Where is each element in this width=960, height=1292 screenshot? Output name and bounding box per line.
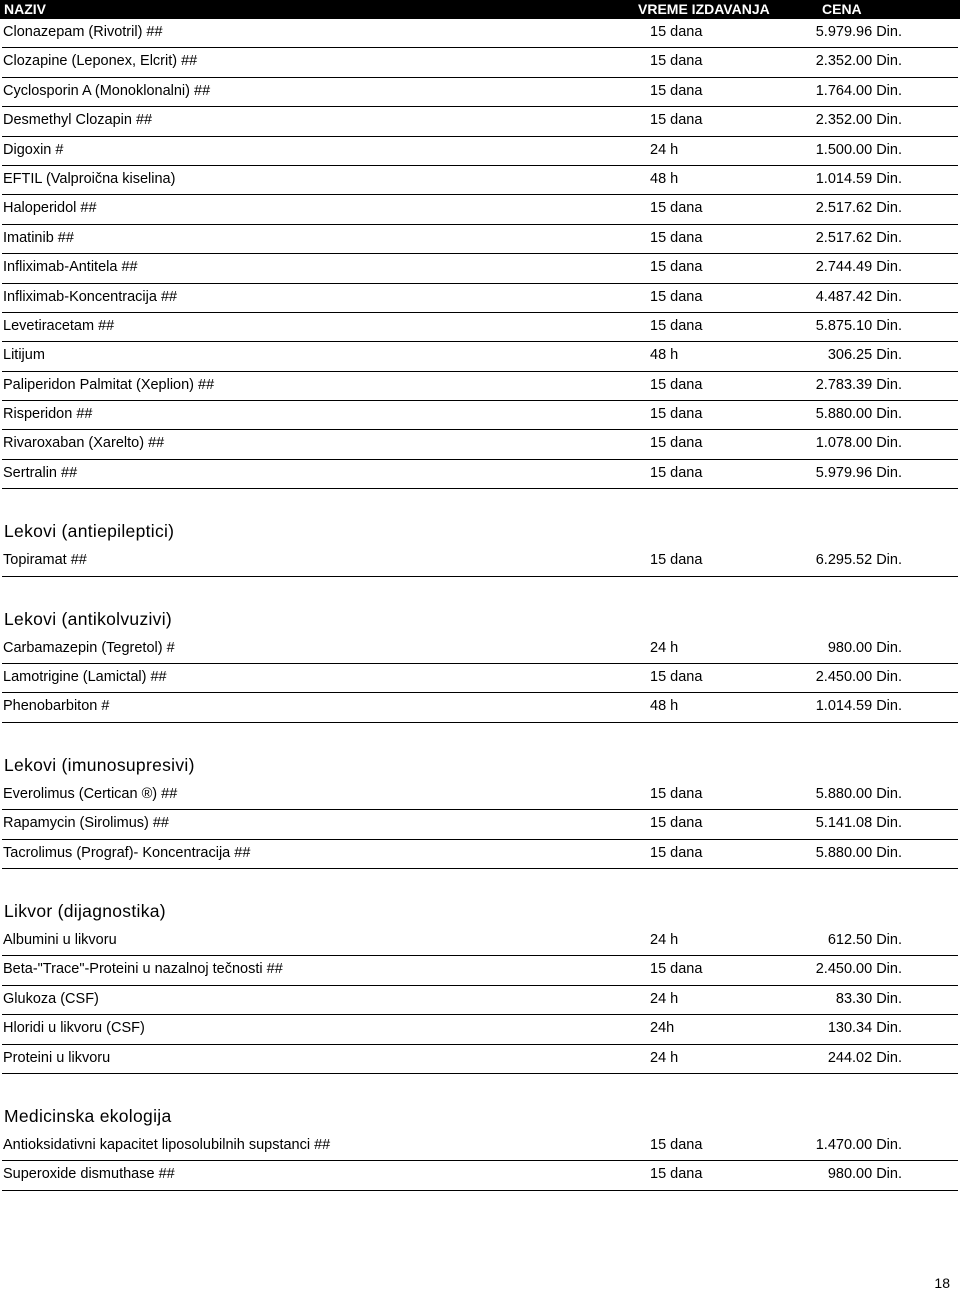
row-time: 24 h	[650, 141, 679, 158]
row-time: 48 h	[650, 170, 679, 187]
row-time: 15 dana	[650, 200, 703, 217]
row-name: Imatinib ##	[3, 229, 74, 246]
table-row	[0, 986, 960, 1015]
table-row	[0, 254, 960, 283]
table-row	[0, 430, 960, 459]
table-row	[0, 664, 960, 693]
row-price: 5.979.96 Din.	[815, 464, 902, 481]
table-row	[0, 19, 960, 48]
row-time: 48 h	[650, 347, 679, 364]
section-title	[0, 489, 960, 547]
row-time: 15 dana	[650, 288, 703, 305]
row-name: Phenobarbiton #	[3, 698, 110, 715]
row-name: Cyclosporin A (Monoklonalni) ##	[3, 82, 211, 99]
row-name: Proteini u likvoru	[3, 1049, 111, 1066]
row-time: 15 dana	[650, 552, 703, 569]
section-title	[0, 577, 960, 635]
row-price: 5.979.96 Din.	[815, 24, 902, 40]
row-time: 24h	[650, 1020, 675, 1037]
row-time: 15 dana	[650, 259, 703, 276]
table-row	[0, 284, 960, 313]
row-time: 15 dana	[650, 406, 703, 423]
row-price: 83.30 Din.	[835, 990, 902, 1007]
section-title	[0, 869, 960, 927]
section-title-text: Lekovi (antiepileptici)	[4, 521, 175, 542]
table-row	[0, 1161, 960, 1190]
row-name: Beta-"Trace"-Proteini u nazalnoj tečnosti ##	[3, 961, 283, 978]
row-price: 980.00 Din.	[827, 1166, 902, 1183]
row-time: 24 h	[650, 931, 679, 948]
table-row	[0, 48, 960, 77]
table-row	[0, 547, 960, 576]
row-time: 15 dana	[650, 82, 703, 99]
table-row	[0, 107, 960, 136]
row-time: 15 dana	[650, 785, 703, 802]
table-row	[0, 195, 960, 224]
row-time: 15 dana	[650, 961, 703, 978]
row-price: 5.141.08 Din.	[815, 815, 902, 832]
table-row	[0, 927, 960, 956]
header-time: VREME IZDAVANJA	[638, 1, 770, 17]
row-time: 24 h	[650, 639, 679, 656]
row-price: 2.450.00 Din.	[815, 961, 902, 978]
section-title-text: Lekovi (imunosupresivi)	[4, 754, 195, 775]
row-price: 244.02 Din.	[827, 1049, 902, 1066]
header-price: CENA	[822, 1, 862, 17]
table-row	[0, 372, 960, 401]
row-price: 1.014.59 Din.	[815, 698, 902, 715]
row-time: 15 dana	[650, 815, 703, 832]
row-time: 15 dana	[650, 112, 703, 129]
row-price: 6.295.52 Din.	[815, 552, 902, 569]
row-name: Superoxide dismuthase ##	[3, 1166, 175, 1183]
row-name: Sertralin ##	[3, 464, 78, 481]
table-row	[0, 313, 960, 342]
table-row	[0, 401, 960, 430]
row-time: 15 dana	[650, 1166, 703, 1183]
table-row	[0, 1132, 960, 1161]
table-row	[0, 225, 960, 254]
row-price: 5.880.00 Din.	[815, 406, 902, 423]
table-row	[0, 137, 960, 166]
row-name: Antioksidativni kapacitet liposolubilnih supstanci ##	[3, 1136, 331, 1153]
row-name: Clonazepam (Rivotril) ##	[3, 24, 163, 40]
table-row	[0, 342, 960, 371]
row-name: Carbamazepin (Tegretol) #	[3, 639, 175, 656]
table-row	[0, 166, 960, 195]
row-price: 1.764.00 Din.	[815, 82, 902, 99]
table-row	[0, 635, 960, 664]
row-name: Everolimus (Certican ®) ##	[3, 785, 178, 802]
row-time: 15 dana	[650, 669, 703, 686]
row-name: Topiramat ##	[3, 552, 87, 569]
row-name: Digoxin #	[3, 141, 64, 158]
row-name: Paliperidon Palmitat (Xeplion) ##	[3, 376, 215, 393]
row-price: 2.450.00 Din.	[815, 669, 902, 686]
row-price: 4.487.42 Din.	[815, 288, 902, 305]
row-price: 2.352.00 Din.	[815, 112, 902, 129]
row-name: Tacrolimus (Prograf)- Koncentracija ##	[3, 844, 251, 861]
row-price: 5.880.00 Din.	[815, 785, 902, 802]
row-price: 2.352.00 Din.	[815, 53, 902, 70]
header-name: NAZIV	[4, 1, 46, 17]
section-title-text: Likvor (dijagnostika)	[4, 900, 166, 921]
row-price: 2.517.62 Din.	[815, 229, 902, 246]
row-price: 980.00 Din.	[827, 639, 902, 656]
row-price: 612.50 Din.	[827, 931, 902, 948]
row-time: 15 dana	[650, 317, 703, 334]
row-price: 1.500.00 Din.	[815, 141, 902, 158]
row-name: Infliximab-Antitela ##	[3, 259, 138, 276]
row-time: 15 dana	[650, 376, 703, 393]
row-name: Levetiracetam ##	[3, 317, 115, 334]
row-name: Litijum	[3, 347, 45, 364]
row-price: 5.880.00 Din.	[815, 844, 902, 861]
row-name: Rivaroxaban (Xarelto) ##	[3, 435, 165, 452]
row-time: 15 dana	[650, 464, 703, 481]
section-title	[0, 1074, 960, 1132]
row-name: Glukoza (CSF)	[3, 990, 99, 1007]
table-row	[0, 1045, 960, 1074]
row-price: 1.014.59 Din.	[815, 170, 902, 187]
row-name: Rapamycin (Sirolimus) ##	[3, 815, 169, 832]
table-header	[0, 0, 960, 19]
row-name: Infliximab-Koncentracija ##	[3, 288, 178, 305]
row-time: 15 dana	[650, 844, 703, 861]
row-price: 2.517.62 Din.	[815, 200, 902, 217]
row-name: Desmethyl Clozapin ##	[3, 112, 153, 129]
row-name: Clozapine (Leponex, Elcrit) ##	[3, 53, 198, 70]
row-price: 130.34 Din.	[827, 1020, 902, 1037]
page-number: 18	[934, 1275, 950, 1291]
row-time: 24 h	[650, 990, 679, 1007]
table-row	[0, 810, 960, 839]
row-time: 15 dana	[650, 435, 703, 452]
row-time: 24 h	[650, 1049, 679, 1066]
row-price: 1.078.00 Din.	[815, 435, 902, 452]
row-price: 2.744.49 Din.	[815, 259, 902, 276]
section-title-text: Lekovi (antikolvuzivi)	[4, 608, 173, 629]
row-name: Haloperidol ##	[3, 200, 97, 217]
row-price: 306.25 Din.	[827, 347, 902, 364]
row-price: 1.470.00 Din.	[815, 1136, 902, 1153]
row-name: EFTIL (Valproična kiselina)	[3, 170, 176, 187]
row-time: 15 dana	[650, 1136, 703, 1153]
table-row	[0, 956, 960, 985]
row-price: 5.875.10 Din.	[815, 317, 902, 334]
table-row	[0, 781, 960, 810]
row-time: 15 dana	[650, 24, 703, 40]
price-list	[0, 19, 960, 1191]
row-name: Risperidon ##	[3, 406, 93, 423]
row-time: 15 dana	[650, 229, 703, 246]
section-title-text: Medicinska ekologija	[4, 1105, 172, 1126]
table-row	[0, 1015, 960, 1044]
table-row	[0, 460, 960, 489]
table-row	[0, 840, 960, 869]
row-name: Albumini u likvoru	[3, 931, 117, 948]
section-title	[0, 723, 960, 781]
row-time: 48 h	[650, 698, 679, 715]
table-row	[0, 78, 960, 107]
row-time: 15 dana	[650, 53, 703, 70]
row-name: Hloridi u likvoru (CSF)	[3, 1020, 145, 1037]
row-name: Lamotrigine (Lamictal) ##	[3, 669, 167, 686]
row-price: 2.783.39 Din.	[815, 376, 902, 393]
table-row	[0, 693, 960, 722]
